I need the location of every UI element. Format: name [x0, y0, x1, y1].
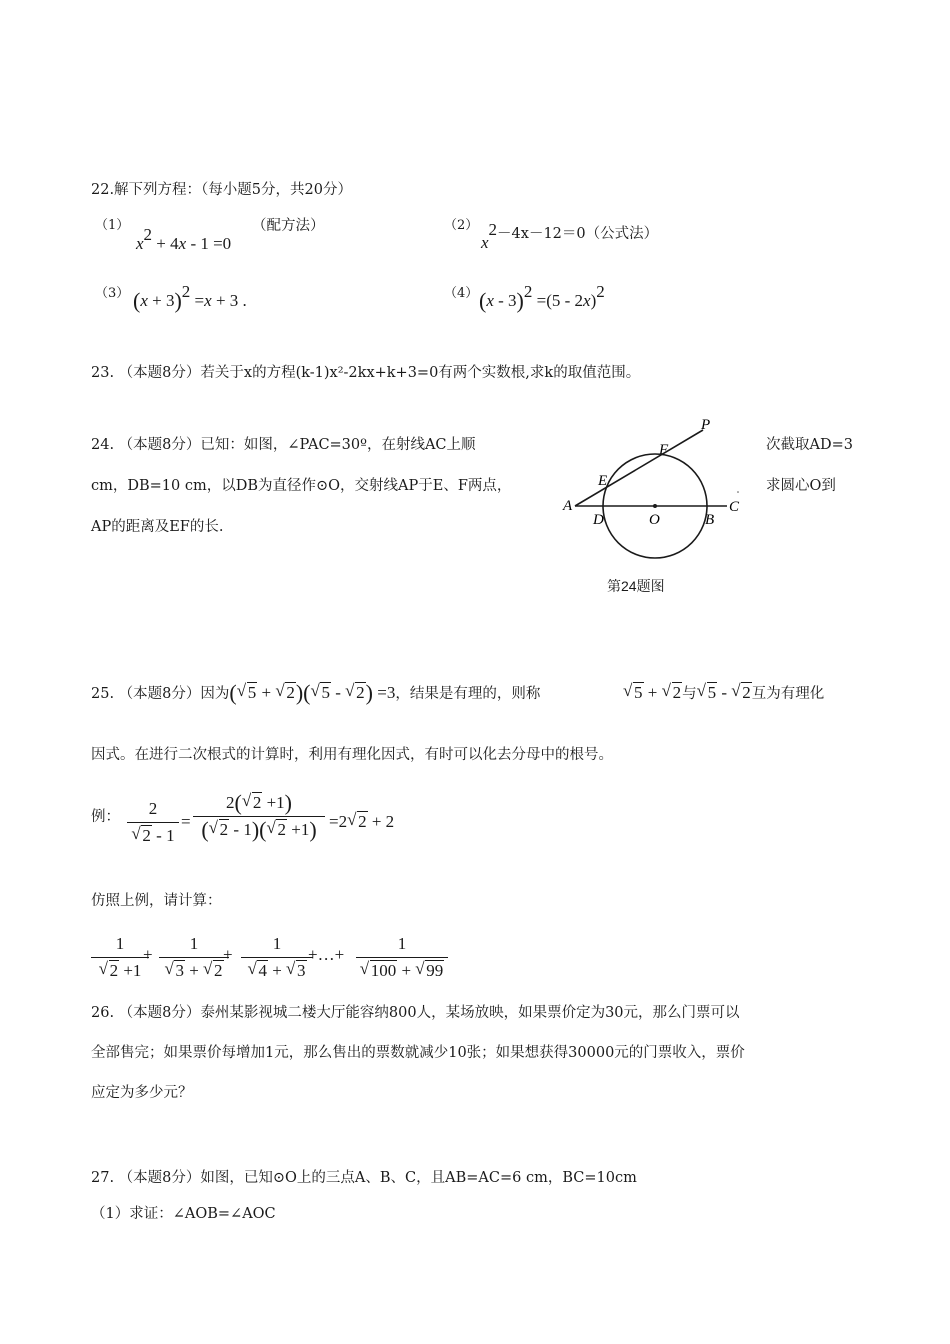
q25-line1-tail: √ 5 + √ 2与√ 5 - √ 2互为有理化 — [623, 680, 824, 707]
q25-imitate: 仿照上例，请计算： — [91, 893, 222, 909]
q22-part4-equation: (x - 3)$^2$ =(5 - 2x)$^2$ — [479, 282, 605, 313]
label-d: D — [593, 512, 604, 528]
label-e: E — [598, 473, 608, 489]
q26-line1: 26. （本题8分）泰州某影视城二楼大厅能容纳800人，某场放映，如果票价定为30元，那么门票可以 — [91, 1005, 740, 1021]
label-p: P — [701, 417, 711, 433]
q25-line2: 因式。在进行二次根式的计算时，利用有理化因式，有时可以化去分母中的根号。 — [91, 747, 613, 763]
stray-dot — [737, 491, 739, 493]
q22-part1-label: （1） — [95, 218, 130, 233]
q25-example-result: =2√ 2 + 2 — [329, 812, 394, 832]
q22-part1-method: （配方法） — [252, 218, 325, 234]
q24-line3: AP的距离及EF的长. — [91, 519, 224, 535]
q22-part1-equation: $x^2 + 4x - 1 =0$ — [136, 225, 232, 253]
q27-line2: （1）求证：∠AOB=∠AOC — [91, 1206, 276, 1222]
label-o: O — [649, 512, 660, 528]
q26-line2: 全部售完；如果票价每增加1元，那么售出的票数就减少10张；如果想获得30000元的门票收入，票价 — [91, 1045, 745, 1061]
q25-sum-term3: 1 √ 4 + √ 3 — [241, 932, 313, 983]
q25-example-eq: = — [181, 812, 191, 831]
q25-example-label: 例： — [91, 809, 120, 825]
q25-sum-plus1: + — [143, 945, 153, 964]
q25-sum-term4: 1 √ 100 + √ 99 — [356, 932, 448, 983]
label-c: C — [729, 499, 740, 515]
q25-example-frac2: 2(√ 2 +1) (√ 2 - 1)(√ 2 +1) — [193, 791, 325, 842]
q24-figure — [555, 410, 755, 570]
q25-example-frac1: 2 √ 2 - 1 — [127, 797, 179, 848]
label-f: F — [659, 442, 669, 458]
center-o-dot — [653, 504, 657, 508]
q22-title: 22.解下列方程：（每小题5分，共20分） — [91, 182, 352, 198]
q23-text: 23. （本题8分）若关于x的方程(k-1)x²-2kx+k+3=0有两个实数根,求k的取值范围。 — [91, 365, 641, 381]
q25-sum-term2: 1 √ 3 + √ 2 — [159, 932, 229, 983]
q24-line1-right: 次截取AD=3 — [766, 437, 853, 453]
q25-sum-plus2: + — [223, 945, 233, 964]
q25-sum-term1: 1 √ 2 +1 — [91, 932, 149, 983]
label-b: B — [705, 512, 715, 528]
q26-line3: 应定为多少元？ — [91, 1085, 193, 1101]
q24-line1-left: 24. （本题8分）已知：如图，∠PAC=30º，在射线AC上顺 — [91, 437, 476, 453]
label-a: A — [563, 498, 573, 514]
q22-part3-equation: $(x + 3)^2 =x + 3$ . — [133, 282, 247, 313]
q22-part2-label: （2） — [444, 218, 479, 233]
q22-part2-equation: $x^2-4x-12=0$（公式法） — [481, 220, 659, 252]
q25-sum-ellipsis: +…+ — [308, 945, 345, 964]
ray-ap — [575, 430, 703, 506]
q25-line1: 25. （本题8分）因为(√ 5 + √ 2)(√ 5 - √ 2) =3，结果是有理的，则称 — [91, 680, 540, 707]
q24-line2-right: 求圆心O到 — [766, 478, 836, 494]
q22-part4-label: （4） — [444, 286, 479, 301]
q27-line1: 27. （本题8分）如图，已知⊙O上的三点A、B、C，且AB=AC=6 cm，BC=10cm — [91, 1170, 637, 1186]
q24-line2-left: cm，DB=10 cm，以DB为直径作⊙O，交射线AP于E、F两点， — [91, 478, 512, 494]
q22-part3-label: （3） — [95, 286, 130, 301]
q24-figure-caption: 第24题图 — [607, 578, 665, 594]
